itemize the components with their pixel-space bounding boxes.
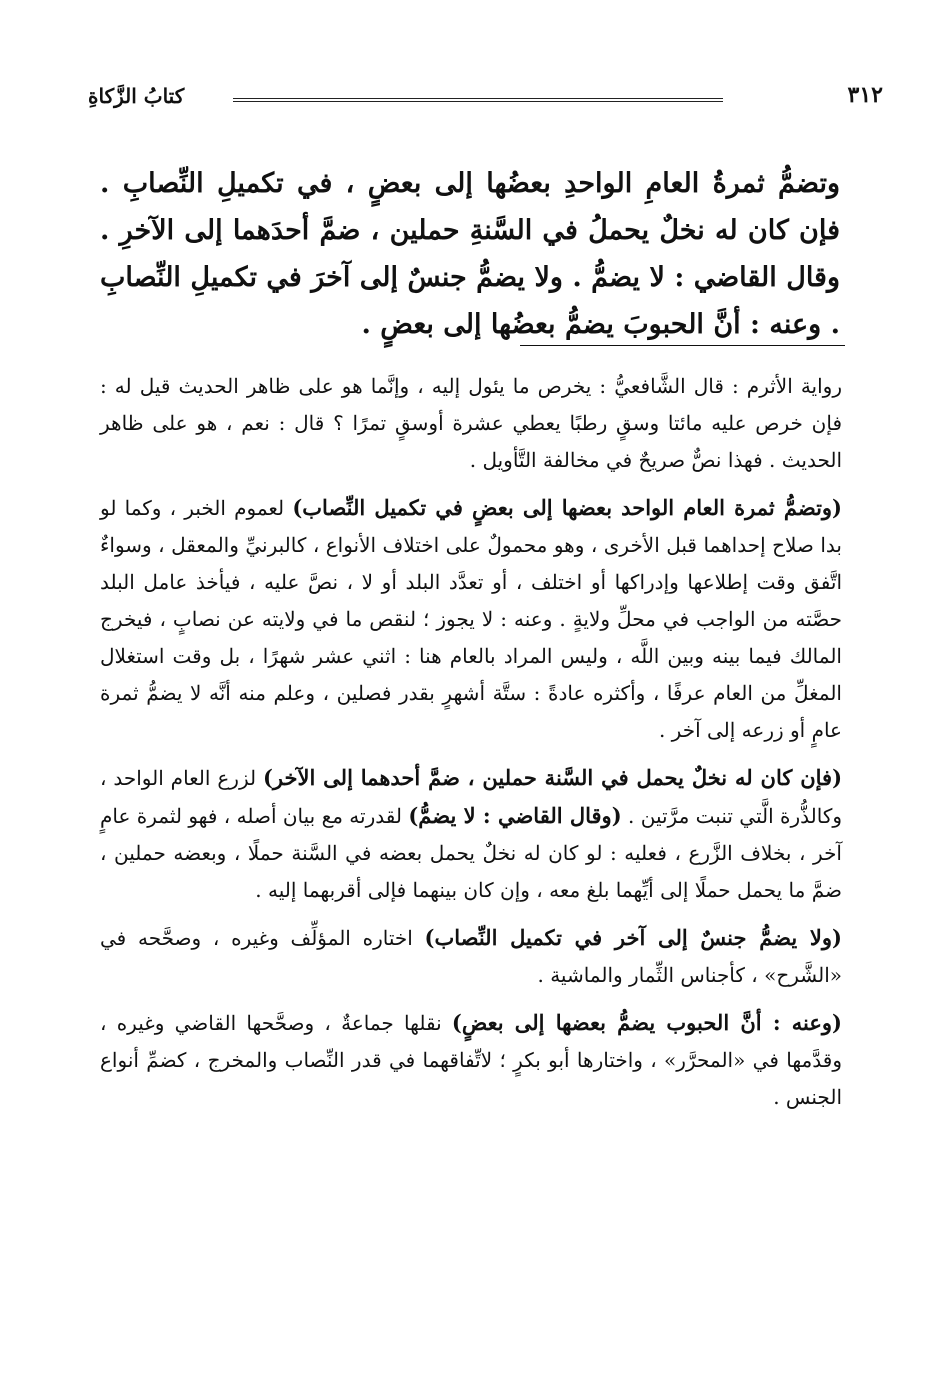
separator-rule — [520, 345, 845, 346]
commentary-paragraph — [100, 759, 842, 909]
commentary-text: رواية الأثرم : قال الشَّافعيُّ : يخرص ما يئول إليه ، وإنَّما هو على ظاهر الحديث قيل له : فإن خرص عليه مائتا وسقٍ رطبًا يعطي عشرة أوسقٍ تمرًا ؟ قال : نعم ، هو على ظاهر الحديث . فهذا نصٌّ صريحٌ في مخالفة التَّأويل . — [100, 374, 842, 472]
commentary-text: لقدرته مع بيان أصله ، فهو لثمرة عامٍ آخر ، بخلاف الزَّرع ، فعليه : لو كان له نخلٌ يحمل بعضه في السَّنة حملًا ، وبعضه حملين ، ضمَّ ما يحمل حملًا إلى أيِّهما بلغ معه ، وإن كان بينهما فإلى أقربهما إليه . — [100, 804, 842, 902]
commentary-paragraph — [100, 919, 842, 994]
main-text — [100, 160, 840, 348]
commentary-paragraph — [100, 368, 842, 479]
commentary-text: نقلها جماعةٌ ، وصحَّحها القاضي وغيره ، وقدَّمها في «المحرَّر» ، واختارها أبو بكرٍ ؛ لاتِّفاقهما في قدر النِّصاب والمخرج ، كضمِّ أنواع الجنس . — [100, 1011, 842, 1109]
running-title: كتابُ الزَّكاةِ — [88, 84, 185, 108]
page-number: ٣١٢ — [847, 82, 883, 108]
commentary-paragraph — [100, 489, 842, 749]
commentary-text: لزرع العام الواحد ، وكالذُّرة الَّتي تنبت مرَّتين . — [100, 766, 842, 828]
quoted-main-text: (فإن كان له نخلٌ يحمل في السَّنة حملين ، ضمَّ أحدهما إلى الآخر) — [263, 765, 842, 790]
quoted-main-text: (وتضمُّ ثمرة العام الواحد بعضها إلى بعضٍ في تكميل النِّصاب) — [292, 495, 842, 520]
commentary-paragraph — [100, 1004, 842, 1116]
quoted-main-text: (وعنه : أنَّ الحبوب يضمُّ بعضها إلى بعضٍ) — [451, 1010, 842, 1035]
commentary — [100, 368, 842, 1126]
commentary-text: لعموم الخبر ، وكما لو بدا صلاح إحداهما قبل الأخرى ، وهو محمولٌ على اختلاف الأنواع ، كالبرنيِّ والمعقل ، وسواءٌ اتَّفق وقت إطلاعها وإدراكها أو اختلف ، أو تعدَّد البلد أو لا ، نصَّ عليه ، فيأخذ عامل البلد حصَّته من الواجب في محلِّ ولايةٍ . وعنه : لا يجوز ؛ لنقص ما في ولايته عن نصابٍ ، فيخرج المالك فيما بينه وبين اللَّه ، وليس المراد بالعام هنا : اثني عشر شهرًا ، بل وقت استغلال المغلِّ من العام عرفًا ، وأكثره عادةً : ستَّة أشهرٍ بقدر فصلين ، وعلم منه أنَّه لا يضمُّ ثمرة عامٍ أو زرعه إلى آخر . — [100, 496, 842, 742]
page-header — [88, 82, 883, 122]
header-rule — [233, 98, 723, 102]
quoted-main-text: (وقال القاضي : لا يضمُّ) — [408, 803, 622, 828]
commentary-text: اختاره المؤلِّف وغيره ، وصحَّحه في «الشَّرح» ، كأجناس الثِّمار والماشية . — [100, 926, 842, 987]
quoted-main-text: (ولا يضمُّ جنسٌ إلى آخر في تكميل النِّصاب) — [424, 925, 842, 950]
main-text-body: وتضمُّ ثمرةُ العامِ الواحدِ بعضُها إلى بعضٍ ، في تكميلِ النِّصابِ . فإن كان له نخلٌ يحملُ في السَّنةِ حملين ، ضمَّ أحدَهما إلى الآخرِ . وقال القاضي : لا يضمُّ . ولا يضمُّ جنسٌ إلى آخرَ في تكميلِ النِّصابِ . وعنه : أنَّ الحبوبَ يضمُّ بعضُها إلى بعضٍ . — [100, 168, 840, 340]
